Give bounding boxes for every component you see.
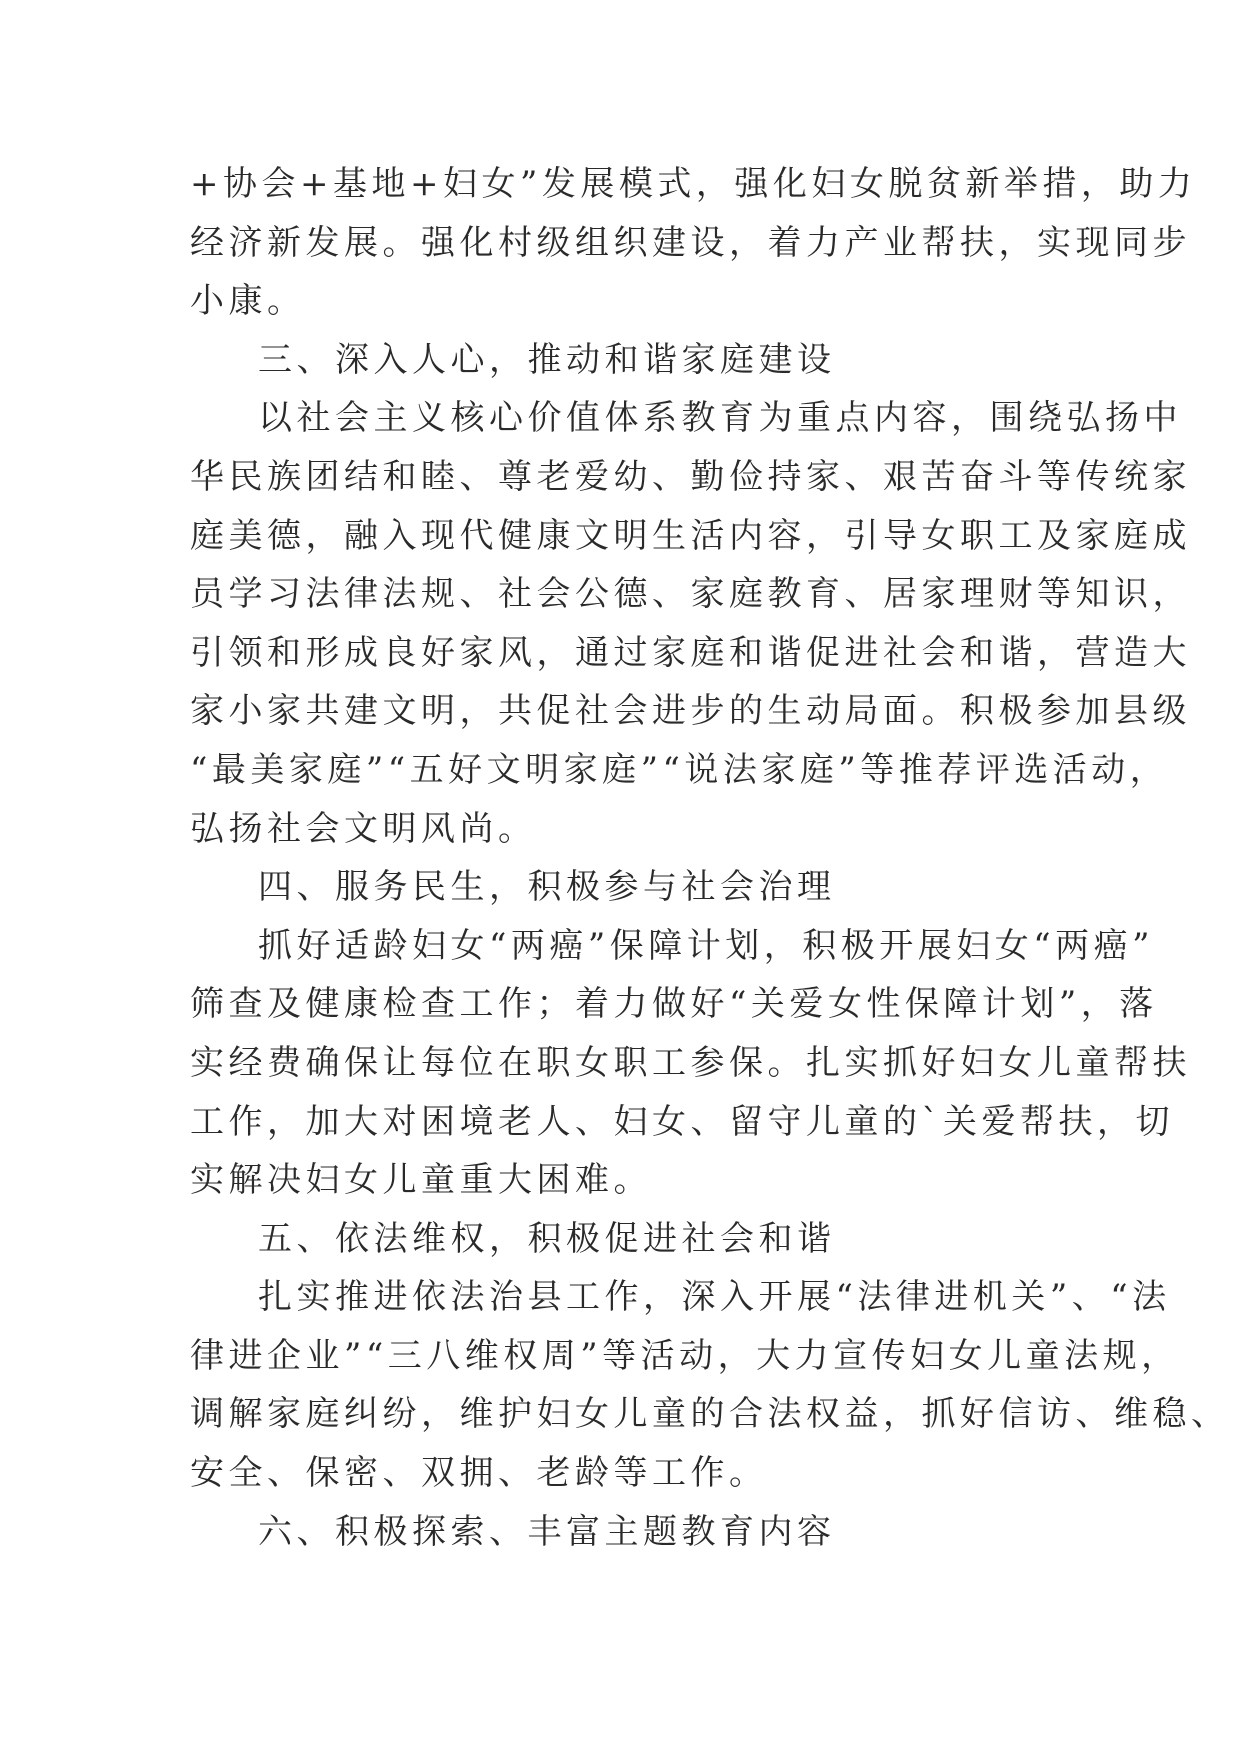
body-line: 筛查及健康检查工作；着力做好“关爱女性保障计划”，落 — [190, 984, 1158, 1025]
section-heading-4: 四、服务民生，积极参与社会治理 — [258, 867, 836, 908]
body-line: “最美家庭”“五好文明家庭”“说法家庭”等推荐评选活动， — [190, 749, 1169, 790]
body-line: 安全、保密、双拥、老龄等工作。 — [190, 1453, 768, 1494]
body-line: 庭美德，融入现代健康文明生活内容，引导女职工及家庭成 — [190, 515, 1191, 556]
body-line: 律进企业”“三八维权周”等活动，大力宣传妇女儿童法规， — [190, 1335, 1180, 1376]
document-body — [190, 155, 1230, 1561]
body-line: 引领和形成良好家风，通过家庭和谐促进社会和谐，营造大 — [190, 632, 1191, 673]
section-heading-6: 六、积极探索、丰富主题教育内容 — [258, 1511, 836, 1552]
body-line: 工作，加大对困境老人、妇女、留守儿童的`关爱帮扶，切 — [190, 1101, 1174, 1142]
body-line: 实经费确保让每位在职女职工参保。扎实抓好妇女儿童帮扶 — [190, 1042, 1191, 1083]
body-line: 以社会主义核心价值体系教育为重点内容，围绕弘扬中 — [258, 398, 1182, 439]
body-line: 弘扬社会文明风尚。 — [190, 808, 537, 849]
body-line: 华民族团结和睦、尊老爱幼、勤俭持家、艰苦奋斗等传统家 — [190, 456, 1191, 497]
body-line: 经济新发展。强化村级组织建设，着力产业帮扶，实现同步 — [190, 222, 1191, 263]
body-line: 实解决妇女儿童重大困难。 — [190, 1160, 652, 1201]
body-line: 抓好适龄妇女“两癌”保障计划，积极开展妇女“两癌” — [258, 925, 1155, 966]
body-line: +协会+基地+妇女”发展模式，强化妇女脱贫新举措，助力 — [190, 164, 1197, 204]
body-line: 小康。 — [190, 281, 306, 322]
body-line: 家小家共建文明，共促社会进步的生动局面。积极参加县级 — [190, 691, 1191, 732]
body-line: 调解家庭纠纷，维护妇女儿童的合法权益，抓好信访、维稳、 — [190, 1394, 1230, 1435]
section-heading-3: 三、深入人心，推动和谐家庭建设 — [258, 339, 836, 380]
section-heading-5: 五、依法维权，积极促进社会和谐 — [258, 1218, 836, 1259]
body-line: 员学习法律法规、社会公德、家庭教育、居家理财等知识， — [190, 574, 1191, 615]
body-line: 扎实推进依法治县工作，深入开展“法律进机关”、“法 — [258, 1277, 1171, 1318]
